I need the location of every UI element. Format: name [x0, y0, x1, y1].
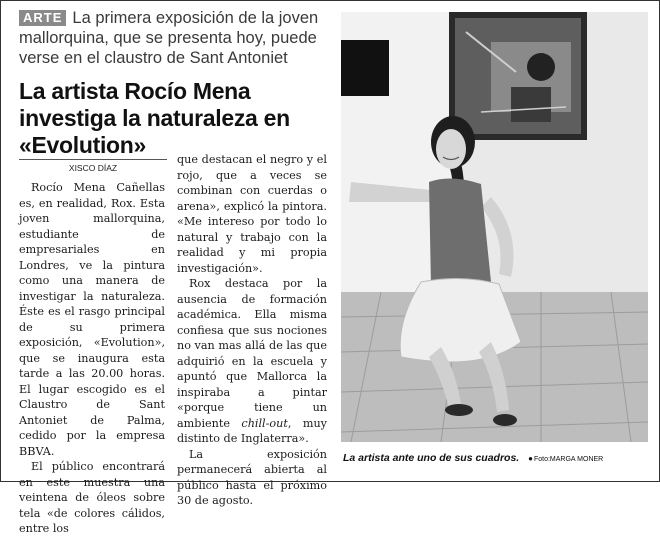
- paragraph: [177, 276, 327, 447]
- byline: XISCO DÍAZ: [19, 159, 167, 173]
- paragraph: Rocío Mena Cañellas es, en realidad, Rox. Esta joven mallorquina, estudiante de empresariales en Londres, ve la pintura como una manera de investigar la naturaleza. Éste es el rasgo principal de su primera exposición, «Evolution», que se inaugura esta tarde a las 20.00 horas. El lugar escogido es el Claustro de Sant Antoniet de Palma, cedido por la empresa BBVA.: [19, 181, 165, 458]
- caption-text: La artista ante uno de sus cuadros.: [343, 452, 520, 464]
- section-badge: ARTE: [19, 10, 66, 26]
- kicker: [19, 8, 329, 68]
- small-dark-painting: [341, 40, 389, 96]
- paragraph-text: , muy distinto de Inglaterra».: [177, 416, 327, 445]
- paragraph: que destacan el negro y el rojo, que a veces se combinan con cuerdas o arena», explicó la pintora. «Me intereso por todo lo natural y trabajo con la realidad y mi propia investigación».: [177, 153, 327, 275]
- paragraph-text: Rox destaca por la ausencia de formación académica. Ella misma confiesa que sus nociones no van mas allá de las que adquirió en la escuela y apuntó que Mallorca la inspiraba a pintar «porque tiene un ambiente: [177, 277, 327, 430]
- paragraph: El público encontrará en este muestra una veintena de óleos sobre tela «de colores cálidos, entre los: [19, 460, 165, 535]
- paragraph: La exposición permanecerá abierta al público hasta el próximo 30 de agosto.: [177, 447, 327, 507]
- camera-icon: ●: [528, 454, 533, 463]
- headline: La artista Rocío Mena investiga la naturaleza en «Evolution»: [19, 78, 290, 158]
- photo-credit: [528, 456, 603, 463]
- italic-term: chill-out: [241, 416, 288, 430]
- photo-caption: [343, 452, 648, 464]
- large-painting: [449, 12, 587, 140]
- photo-credit-text: Foto:MARGA MONER: [533, 456, 604, 463]
- kicker-text: La primera exposición de la joven mallorquina, que se presenta hoy, puede verse en el claustro de Sant Antoniet: [19, 9, 319, 67]
- article-column-2: [177, 152, 327, 509]
- article-column-1: [19, 180, 165, 537]
- photo-illustration: [341, 12, 648, 442]
- article-photo: [341, 12, 648, 442]
